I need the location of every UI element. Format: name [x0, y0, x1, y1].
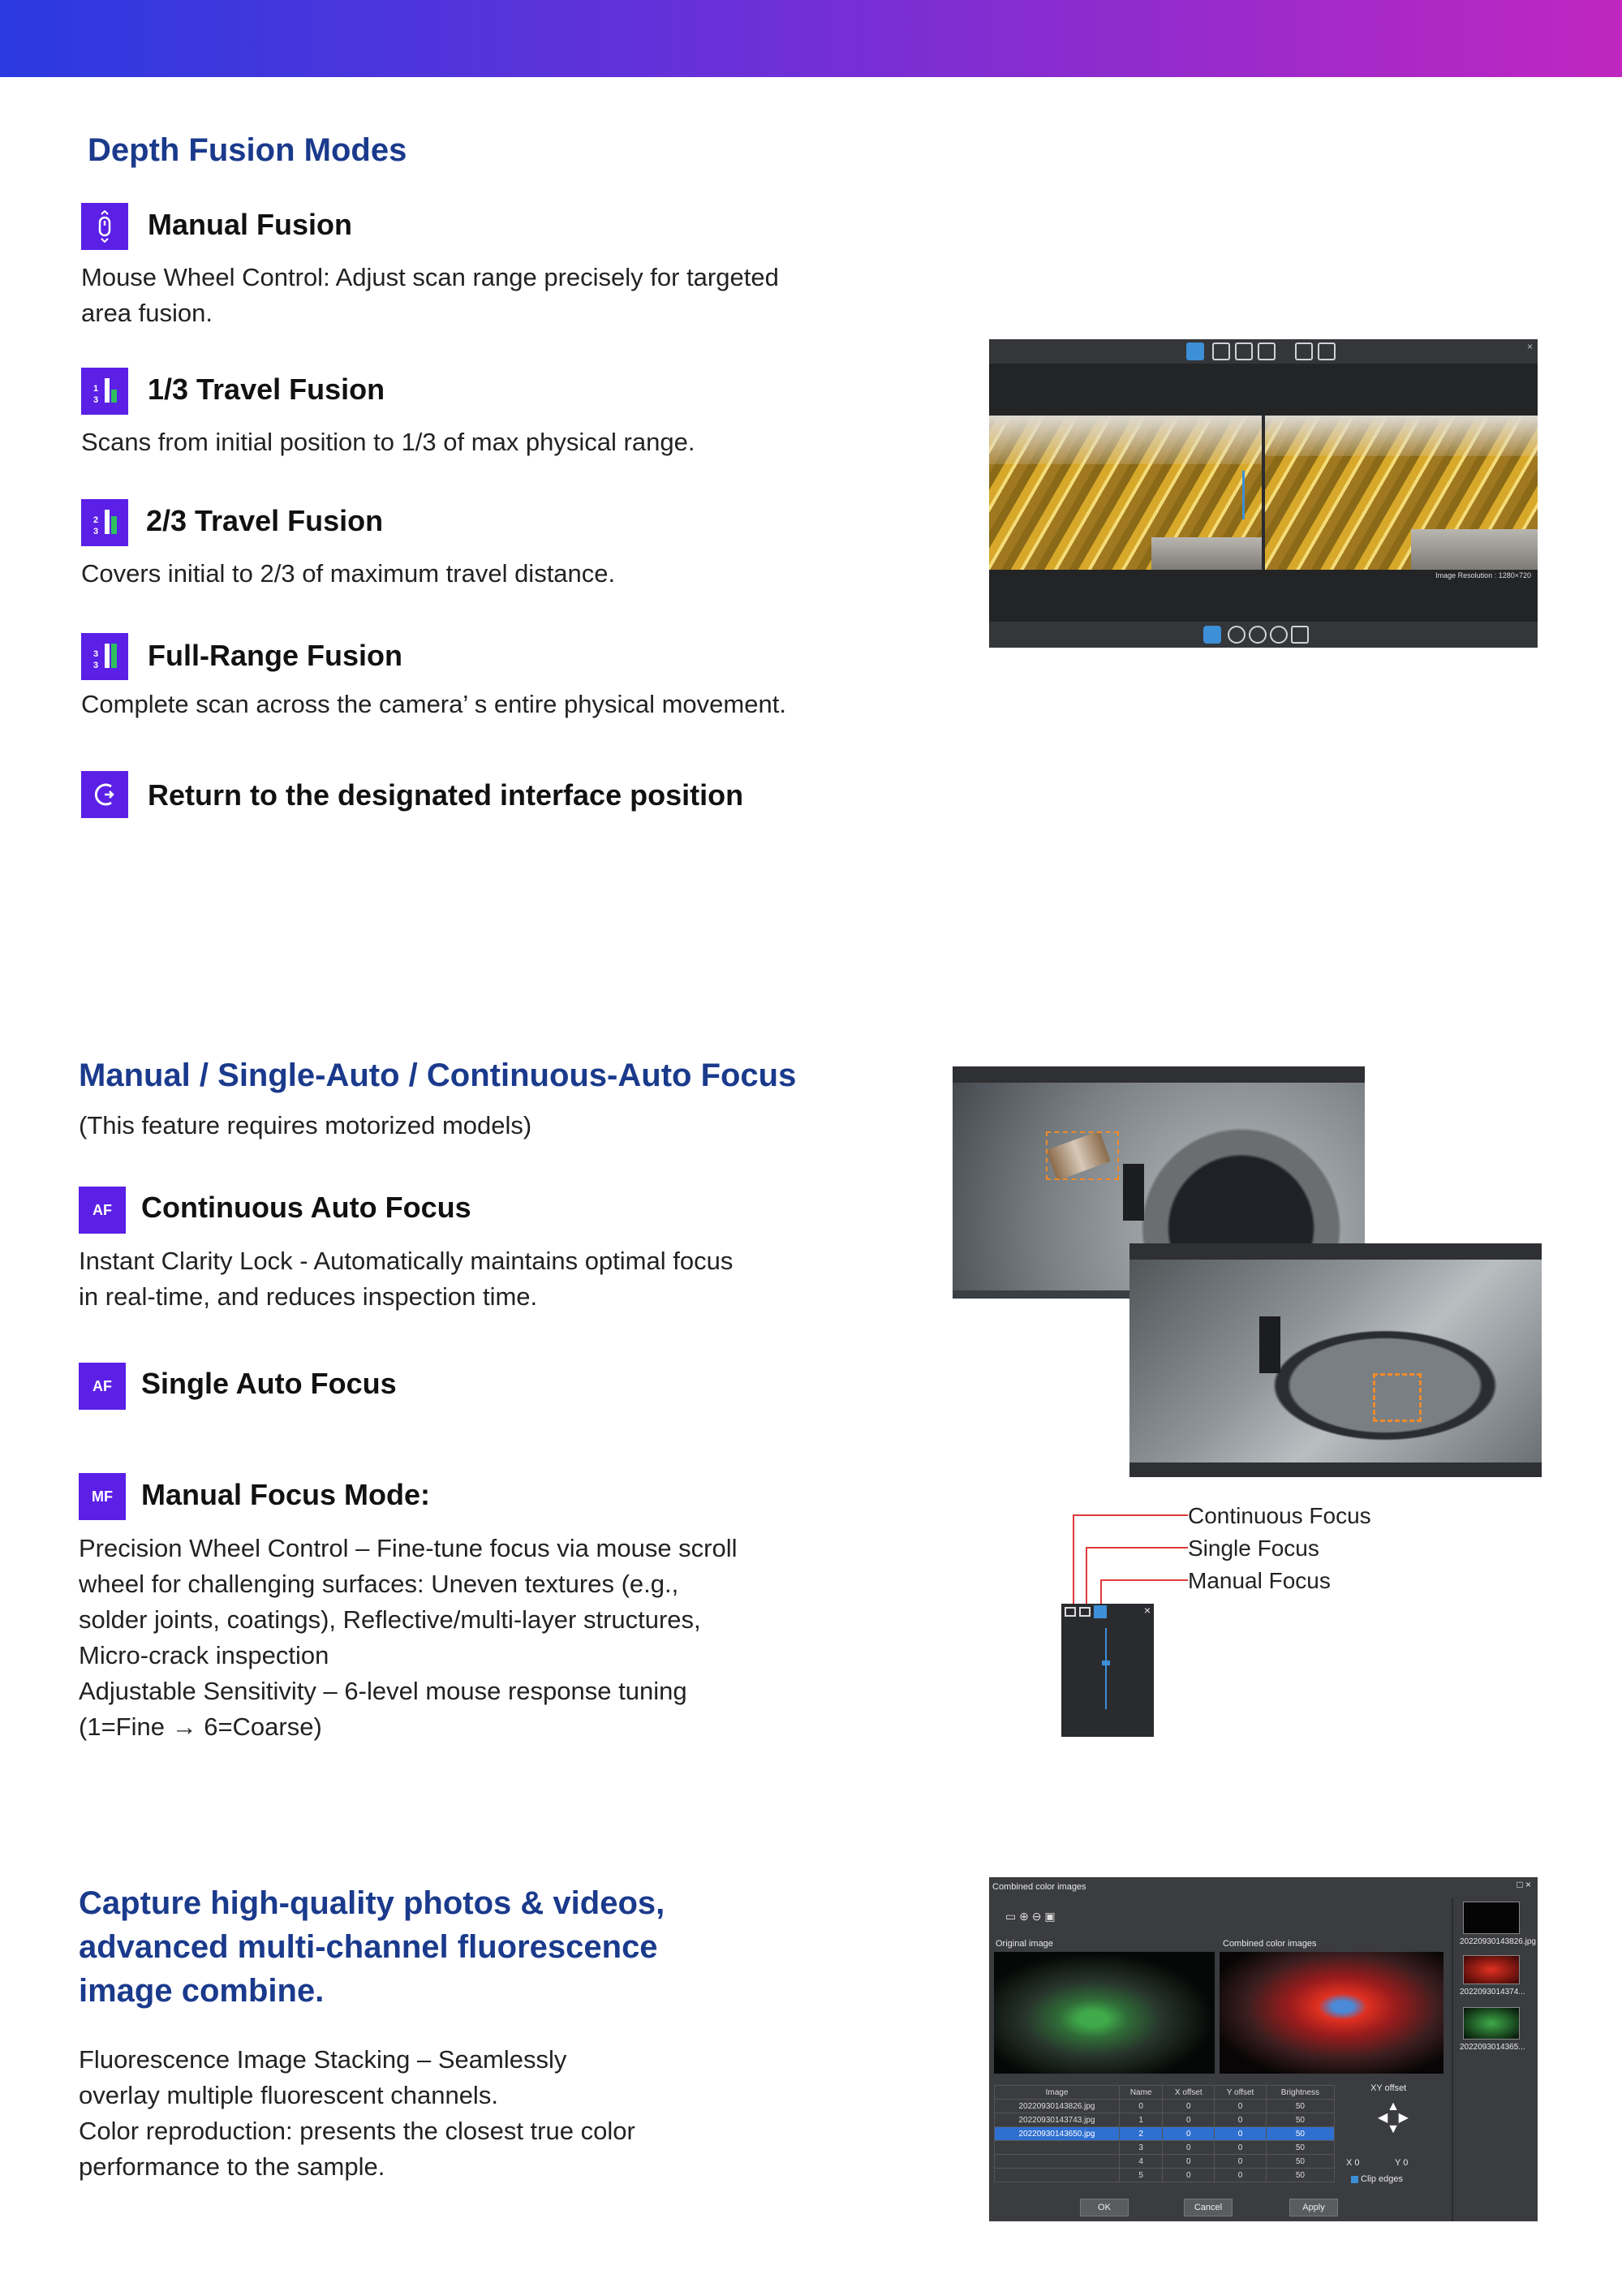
color-reproduction-desc: Color reproduction: presents the closest true color performance to the sample. [79, 2117, 635, 2181]
thumbnail-3-label: 2022093014365... [1460, 2043, 1525, 2052]
zoom-tools[interactable]: ▭ ⊕ ⊖ ▣ [1005, 1910, 1056, 1923]
focus-subtitle: (This feature requires motorized models) [79, 1111, 532, 1139]
xy-offset-label: XY offset [1370, 2083, 1407, 2093]
svg-text:1: 1 [93, 384, 99, 394]
full-range-tool-icon[interactable] [1258, 342, 1276, 360]
svg-text:3: 3 [93, 661, 99, 670]
stop-icon[interactable] [1249, 626, 1267, 644]
table-row[interactable]: 3 0 0 50 [995, 2141, 1335, 2155]
single-af-title: Single Auto Focus [141, 1367, 397, 1400]
pcb-image-front [1129, 1260, 1542, 1462]
continuous-focus-button[interactable] [1065, 1607, 1076, 1617]
play-icon[interactable] [1203, 626, 1221, 644]
manual-fusion-tool-icon[interactable] [1186, 342, 1204, 360]
column-y-offset: Y offset [1215, 2086, 1267, 2100]
single-focus-button[interactable] [1079, 1607, 1091, 1617]
svg-text:2: 2 [93, 515, 99, 525]
column-x-offset: X offset [1163, 2086, 1215, 2100]
table-row[interactable]: 4 0 0 50 [995, 2155, 1335, 2169]
image-tool-icon[interactable] [1318, 342, 1336, 360]
resolution-text: Image Resolution : 1280×720 [1435, 571, 1531, 579]
combined-fluorescence-image [1220, 1952, 1443, 2074]
svg-text:3: 3 [93, 395, 99, 405]
fusion-toolbar [989, 339, 1538, 364]
scan-range-slider[interactable] [1242, 471, 1245, 519]
focus-slider[interactable] [1105, 1628, 1107, 1709]
fluorescence-desc: Fluorescence Image Stacking – Seamlessly overlay multiple fluorescent channels. [79, 2045, 567, 2109]
depth-fusion-screenshot [989, 339, 1538, 648]
thumbnail-2-label: 2022093014374... [1460, 1988, 1525, 1997]
focus-screenshot-front [1129, 1243, 1542, 1477]
y-offset-field[interactable]: Y 0 [1395, 2158, 1409, 2168]
table-row-selected[interactable]: 20220930143650.jpg 2 0 0 50 [995, 2127, 1335, 2141]
two-thirds-travel-desc: Covers initial to 2/3 of maximum travel distance. [81, 559, 616, 588]
continuous-af-icon[interactable]: AF [79, 1187, 126, 1234]
full-range-desc: Complete scan across the camera’ s entire physical movement. [81, 690, 786, 718]
manual-focus-icon[interactable]: MF [79, 1473, 126, 1520]
focus-slider-thumb[interactable] [1102, 1661, 1110, 1665]
one-third-tool-icon[interactable] [1212, 342, 1230, 360]
manual-focus-title: Manual Focus Mode: [141, 1478, 431, 1511]
close-icon[interactable]: × [1526, 341, 1533, 352]
channel-table [994, 2085, 1335, 2182]
annotation-continuous-focus: Continuous Focus [1188, 1503, 1371, 1528]
single-af-icon[interactable]: AF [79, 1363, 126, 1410]
full-range-icon[interactable] [81, 633, 128, 680]
manual-focus-button[interactable] [1094, 1605, 1107, 1618]
svg-text:3: 3 [93, 527, 99, 536]
two-thirds-travel-icon[interactable] [81, 499, 128, 546]
thumbnail-1[interactable] [1463, 1902, 1520, 1934]
fluorescence-title: Capture high-quality photos & videos, advanced multi-channel fluorescence image combine. [79, 1885, 665, 2009]
combine-window [989, 1877, 1538, 2221]
combined-image-label: Combined color images [1223, 1939, 1317, 1949]
camera-icon[interactable] [1291, 626, 1309, 644]
two-thirds-tool-icon[interactable] [1235, 342, 1253, 360]
two-thirds-travel-title: 2/3 Travel Fusion [146, 504, 384, 537]
manual-fusion-icon[interactable] [81, 203, 128, 250]
table-row[interactable]: 5 0 0 50 [995, 2169, 1335, 2182]
x-offset-field[interactable]: X 0 [1346, 2158, 1360, 2168]
column-name: Name [1119, 2086, 1162, 2100]
return-tool-icon[interactable] [1295, 342, 1313, 360]
one-third-travel-desc: Scans from initial position to 1/3 of max physical range. [81, 428, 695, 456]
return-position-title: Return to the designated interface position [148, 778, 744, 812]
thumbnail-3[interactable] [1463, 2007, 1520, 2040]
cancel-button[interactable]: Cancel [1184, 2199, 1233, 2216]
apply-button[interactable]: Apply [1289, 2199, 1338, 2216]
clip-edges-label: Clip edges [1361, 2174, 1403, 2184]
thumbnail-2[interactable] [1463, 1955, 1520, 1984]
original-fluorescence-image [994, 1952, 1215, 2074]
focus-title: Manual / Single-Auto / Continuous-Auto Focus [79, 1058, 797, 1093]
manual-focus-desc: Precision Wheel Control – Fine-tune focus via mouse scroll wheel for challenging surfaces: Uneven textures (e.g., solder joints, coatings), Reflective/multi-layer structures, Micro-crack inspection [79, 1534, 738, 1669]
manual-fusion-title: Manual Fusion [148, 208, 352, 241]
sensitivity-desc: Adjustable Sensitivity – 6-level mouse response tuning (1=Fine → 6=Coarse) [79, 1677, 687, 1741]
thumbnail-1-label: 20220930143826.jpg [1460, 1937, 1536, 1946]
svg-text:3: 3 [93, 649, 99, 659]
refresh-icon[interactable] [1270, 626, 1288, 644]
clip-edges-checkbox[interactable] [1351, 2176, 1358, 2183]
pause-icon[interactable] [1228, 626, 1246, 644]
original-image-label: Original image [996, 1939, 1053, 1949]
gear-image-left [989, 416, 1262, 570]
column-image: Image [995, 2086, 1120, 2100]
gear-image-right [1265, 416, 1538, 570]
return-position-icon[interactable] [81, 771, 128, 818]
focus-control-panel [1061, 1604, 1154, 1737]
full-range-title: Full-Range Fusion [148, 639, 402, 672]
window-title: Combined color images [992, 1882, 1086, 1892]
table-row[interactable]: 20220930143743.jpg 1 0 0 50 [995, 2113, 1335, 2127]
annotation-manual-focus: Manual Focus [1188, 1568, 1331, 1593]
one-third-travel-title: 1/3 Travel Fusion [148, 373, 385, 406]
depth-fusion-title: Depth Fusion Modes [88, 132, 407, 168]
header-gradient-bar [0, 0, 1622, 77]
table-row[interactable]: 20220930143826.jpg 0 0 0 50 [995, 2100, 1335, 2113]
continuous-af-title: Continuous Auto Focus [141, 1191, 471, 1224]
manual-fusion-desc: Mouse Wheel Control: Adjust scan range precisely for targeted area fusion. [81, 263, 779, 327]
window-close-icon[interactable]: □ × [1517, 1879, 1531, 1890]
playback-bar [989, 622, 1538, 648]
column-brightness: Brightness [1266, 2086, 1334, 2100]
one-third-travel-icon[interactable] [81, 368, 128, 415]
continuous-af-desc: Instant Clarity Lock - Automatically maintains optimal focus in real-time, and reduces inspection time. [79, 1247, 734, 1311]
panel-close-icon[interactable]: × [1143, 1604, 1151, 1617]
xy-arrow-pad[interactable]: ▲ ◀ ▶ ▼ [1378, 2100, 1409, 2136]
annotation-single-focus: Single Focus [1188, 1536, 1319, 1561]
ok-button[interactable]: OK [1080, 2199, 1129, 2216]
